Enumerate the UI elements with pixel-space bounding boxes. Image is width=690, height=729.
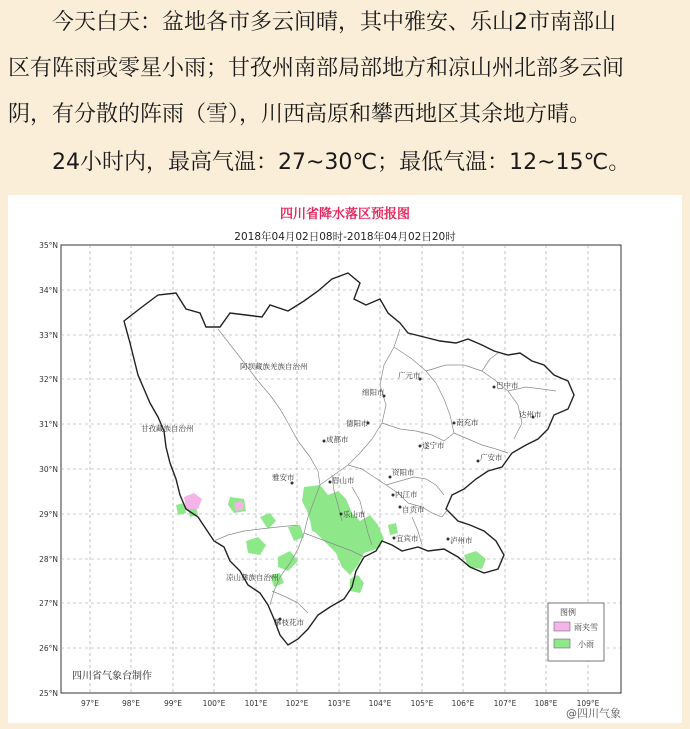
region-label-liangshan: 凉山彝族自治州 xyxy=(226,573,279,582)
city-label-guangan: 广安市 xyxy=(480,453,503,462)
map-legend xyxy=(548,603,604,661)
city-label-bazhong: 巴中市 xyxy=(496,381,519,390)
city-label-suining: 遂宁市 xyxy=(422,441,445,450)
city-label-nanchong: 南充市 xyxy=(456,418,479,427)
lon-label: 101°E xyxy=(244,699,268,708)
forecast-line-1: 今天白天：盆地各市多云间晴，其中雅安、乐山2市南部山 xyxy=(52,10,616,35)
latitude-labels xyxy=(39,241,58,698)
city-label-meishan: 眉山市 xyxy=(332,476,355,485)
lon-label: 106°E xyxy=(451,699,475,708)
lon-label: 102°E xyxy=(285,699,309,708)
city-label-yibin: 宜宾市 xyxy=(396,534,419,543)
city-label-dazhou: 达州市 xyxy=(519,410,542,419)
map-title: 四川省降水落区预报图 xyxy=(279,207,410,222)
lon-label: 97°E xyxy=(80,699,100,708)
city-label-luzhou: 泸州市 xyxy=(450,536,473,545)
lon-label: 100°E xyxy=(202,699,226,708)
lon-label: 98°E xyxy=(121,699,141,708)
city-label-ziyang: 资阳市 xyxy=(392,468,415,477)
lon-label: 103°E xyxy=(327,699,351,708)
legend-swatch-light-rain xyxy=(554,639,570,648)
lon-label: 104°E xyxy=(368,699,392,708)
lat-label: 30°N xyxy=(39,465,58,474)
legend-label-sleet: 雨夹雪 xyxy=(574,623,598,632)
longitude-labels xyxy=(81,699,600,708)
legend-title: 图例 xyxy=(560,608,576,617)
city-label-yaan: 雅安市 xyxy=(272,473,295,482)
legend-box xyxy=(548,603,604,661)
forecast-text xyxy=(0,0,690,190)
forecast-line-4: 24小时内，最高气温：27~30℃；最低气温：12~15℃。 xyxy=(52,150,631,175)
forecast-line-2: 区有阵雨或零星小雨；甘孜州南部局部地方和凉山州北部多云间 xyxy=(8,56,625,81)
lat-label: 25°N xyxy=(39,689,58,698)
map-subtitle: 2018年04月02日08时-2018年04月02日20时 xyxy=(234,231,456,243)
city-label-deyang: 德阳市 xyxy=(346,419,369,428)
region-label-aba: 阿坝藏族羌族自治州 xyxy=(240,362,308,371)
lon-label: 99°E xyxy=(163,699,183,708)
lat-label: 27°N xyxy=(39,599,58,608)
lat-label: 28°N xyxy=(39,555,58,564)
lat-label: 26°N xyxy=(39,644,58,653)
region-label-ganzi: 甘孜藏族自治州 xyxy=(141,424,194,433)
precipitation-map xyxy=(8,195,682,723)
lon-label: 107°E xyxy=(493,699,517,708)
forecast-line-3: 阴，有分散的阵雨（雪），川西高原和攀西地区其余地方晴。 xyxy=(8,102,592,127)
city-label-panzhihua: 攀枝花市 xyxy=(274,618,304,627)
city-label-leshan: 乐山市 xyxy=(343,510,366,519)
map-credit: 四川省气象台制作 xyxy=(72,671,152,682)
map-canvas xyxy=(8,195,682,723)
city-label-neijiang: 内江市 xyxy=(395,490,418,499)
lat-label: 34°N xyxy=(39,286,58,295)
watermark: @四川气象 xyxy=(566,707,621,720)
lat-label: 29°N xyxy=(39,510,58,519)
city-label-chengdu: 成都市 xyxy=(326,435,349,444)
lat-label: 33°N xyxy=(39,331,58,340)
legend-label-light-rain: 小雨 xyxy=(578,640,594,649)
legend-swatch-sleet xyxy=(554,622,570,631)
lat-label: 35°N xyxy=(39,241,58,250)
city-label-mianyang: 绵阳市 xyxy=(362,388,385,397)
lat-label: 31°N xyxy=(39,420,58,429)
lon-label: 105°E xyxy=(410,699,434,708)
city-label-zigong: 自贡市 xyxy=(402,505,425,514)
lon-label: 108°E xyxy=(534,699,558,708)
city-label-guangyuan: 广元市 xyxy=(398,371,421,380)
lon-label: 109°E xyxy=(576,699,600,708)
lat-label: 32°N xyxy=(39,375,58,384)
